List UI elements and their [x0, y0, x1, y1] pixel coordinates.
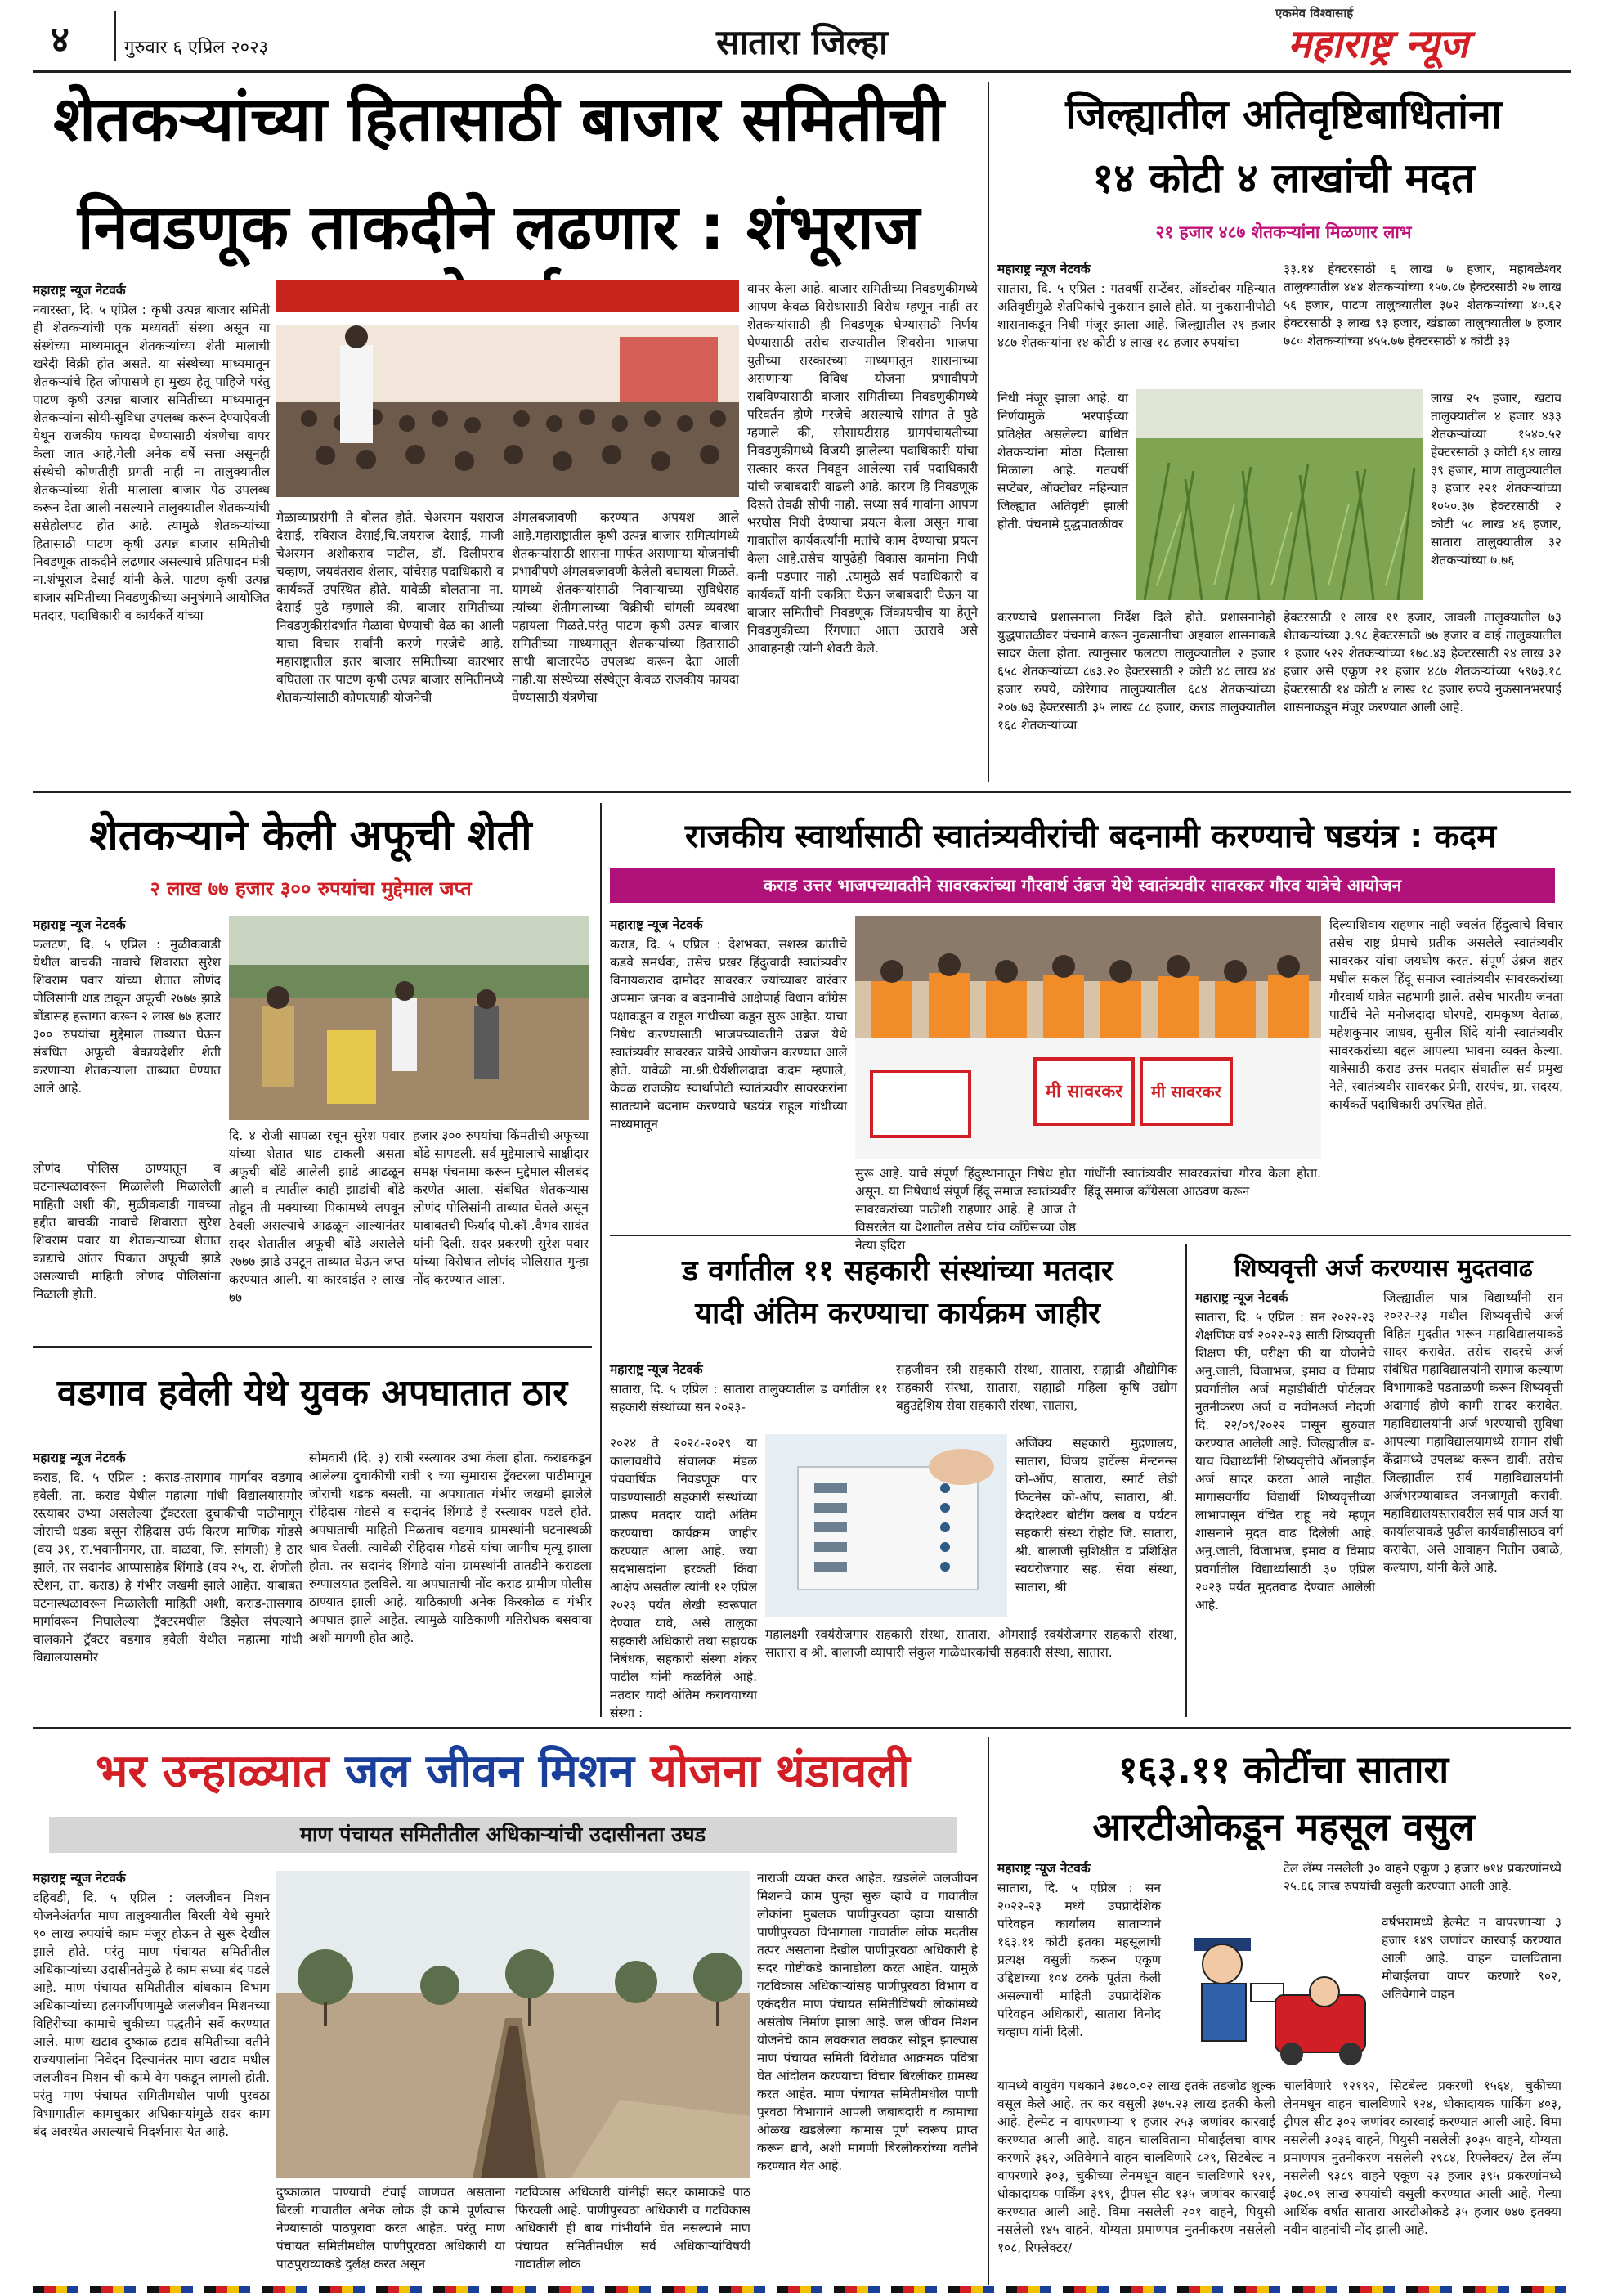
a7-col1: सातारा, दि. ५ एप्रिल : सन २०२२-२३ शैक्षणिक वर्ष २०२२-२३ साठी शिष्यवृत्ती शिक्षण फी, परीक्षा फी या योजनेचे अनु.जाती, विजाभज, इमाव व विमाप्र प्रवर्गातील अर्ज महाडीबीटी पोर्टलवर नुतनीकरण अर्ज व नवीनअर्ज नोंदणी दि. २२/०९/२०२२ पासून सुरुवात करण्यात आलेली आहे. जिल्ह्यातील ब-याच विद्यार्थ्यांनी शिष्यवृत्तीचे ऑनलाईन अर्ज सादर करता आले नाहीत. मागासवर्गीय विद्यार्थी शिष्यवृत्तीच्या लाभापासून वंचित राहू नये म्हणून शासनाने मुदत वाढ दिलेली आहे. अनु.जाती, विजाभज, इमाव व विमाप्र प्रवर्गातील विद्यार्थ्यांसाठी ३० एप्रिल २०२३ पर्यंत मुदतवाढ देण्यात आलेली आहे. — [1195, 1310, 1375, 1612]
a1-a2-divider — [988, 82, 989, 782]
a1-col2: मेळाव्याप्रसंगी ते बोलत होते. चेअरमन यशराज देसाई, रविराज देसाई,चि.जयराज देसाई, माजी चेअरमन अशोकराव पाटील, डॉ. दिलीपराव चव्हाण, जयवंतराव शेलार, यांचेसह पदाधिकारी व कार्यकर्ते उपस्थित होते. यावेळी बोलताना ना. देसाई पुढे म्हणाले की, बाजार समितीच्या निवडणुकीसंदर्भात मेळावा घेण्याची वेळ का आली याचा विचार सर्वांनी करणे गरजेचे आहे. महाराष्ट्रातील इतर बाजार समितीच्या कारभार बघितला तर पाटण कृषी उत्पन्न बाजार समितीमध्ये शेतकऱ्यांसाठी कोणत्याही योजनेची — [276, 510, 504, 705]
a9-headline-line1: १६३.११ कोटींचा सातारा — [1118, 1747, 1449, 1792]
a9-byline: महाराष्ट्र न्यूज नेटवर्क — [997, 1861, 1091, 1876]
a4-banner — [610, 868, 1555, 903]
a3-subhead: २ लाख ७७ हजार ३०० रुपयांचा मुद्देमाल जप्त — [150, 877, 472, 900]
masthead-rule — [33, 70, 1571, 73]
section-rule-1 — [33, 791, 1571, 793]
section-rule-3 — [33, 1727, 1571, 1729]
a4-col1: कराड, दि. ५ एप्रिल : देशभक्त, सशस्त्र क्रांतीचे कडवे समर्थक, तसेच प्रखर हिंदुत्वादी स्वातंत्र्यवीर विनायकराव दामोदर सावरकर ज्यांच्याबर वारंवार अपमान जनक व बदनामीचे आक्षेपार्ह विधान काँग्रेस पक्षाकडून व राहूल गांधीच्या कडून सुरू आहेत. याचा निषेध करण्यासाठी भाजपच्यावतीने उंब्रज येथे स्वातंत्र्यवीर सावरकर यात्रेचे आयोजन करण्यात आले होते. यावेळी मा.श्री.धैर्यशीलदादा कदम म्हणाले, केवळ राजकीय स्वार्थापोटी स्वातंत्र्यवीर सावरकरांना सातत्याने बदनाम करण्याचे षडयंत्र राहूल गांधीच्या माध्यमातून — [610, 937, 847, 1132]
a6-a7-divider — [1185, 1244, 1187, 1717]
a3-a4-divider — [600, 803, 602, 1717]
a7-byline: महाराष्ट्र न्यूज नेटवर्क — [1195, 1290, 1288, 1305]
a9-col2a: टेल लॅम्प नसलेली ३० वाहने एकूण ३ हजार ७१४ प्रकरणांमध्ये २५.६६ लाख रुपयांची वसुली करण्यात आली आहे. — [1284, 1861, 1561, 1894]
a6-col1a: सातारा, दि. ५ एप्रिल : सातारा तालुक्यातील ड वर्गातील ११ सहकारी संस्थांच्या सन २०२३- — [610, 1382, 888, 1415]
a1-col1: नवारस्ता, दि. ५ एप्रिल : कृषी उत्पन्न बाजार समिती ही शेतकऱ्यांची एक मध्यवर्ती संस्था असून या संस्थेच्या माध्यमातून शेतकऱ्यांच्या शेती मालाची खरेदी विक्री होत असते. या संस्थेच्या माध्यमातून शेतकऱ्यांचे हित जोपासणे हा मुख्य हेतू पाहिजे परंतु पाटण कृषी उत्पन्न बाजार समितीच्या माध्यमातून शेतकऱ्यांना सोयी-सुविधा उपलब्ध करून देण्याऐवजी येथून राजकीय फायदा घेण्यासाठी यंत्रणेचा वापर केला जात आहे.गेली अनेक वर्षे सत्ता असूनही संस्थेची कोणतीही प्रगती नाही ना तालुक्यातील शेतकऱ्यांच्या शेती मालाला बाजार पेठ उपलब्ध करून देता आली नसल्याने तालुक्यातील शेतकऱ्यांची ससेहोलपट होत आहे. त्यामुळे शेतकऱ्यांच्या हितासाठी पाटण कृषी उत्पन्न बाजार समितीची निवडणूक ताकदीने लढणार असल्याचे प्रतिपादन मंत्री ना.शंभूराज देसाई यांनी केले. पाटण कृषी उत्पन्न बाजार समितीच्या निवडणुकीच्या अनुषंगाने आयोजित मतदार, पदाधिकारी व कार्यकर्ते यांच्या — [33, 303, 270, 623]
a2-col2c: हेक्टरसाठी १ लाख ११ हजार, जावली तालुक्यातील ७३ शेतकऱ्यांच्या ३.९८ हेक्टरसाठी ७७ हजार व वाई तालुक्यातील १ हजार ५२२ शेतकऱ्यांच्या १७८.४३ हेक्टरसाठी २४ लाख ३२ हजार असे एकूण २१ हजार ४८७ शेतकऱ्यांच्या ५९७३.१८ हेक्टरसाठी १४ कोटी ४ लाख १८ हजार रुपये नुकसानभरपाई शासनाकडून मंजूर करण्यात आली आहे. — [1284, 610, 1561, 715]
a8-subhead: माण पंचायत समितीतील अधिकाऱ्यांची उदासीनता उघड — [300, 1823, 706, 1846]
a2-col2b: लाख २५ हजार, खटाव तालुक्यातील ४ हजार ४३३ शेतकऱ्यांच्या १५४०.५२ हेक्टरसाठी ३ कोटी ६४ लाख ३९ हजार, माण तालुक्यातील ३ हजार २२१ शेतकऱ्यांच्या १०५०.३७ हेक्टरसाठी २ कोटी ५८ लाख ४६ हजार, सातारा तालुक्यातील ३२ शेतकऱ्यांच्या ७.७६ — [1431, 391, 1561, 567]
a3-col1b: लोणंद पोलिस ठाण्यातून व घटनास्थळावरून मिळालेली मिळालेली माहिती अशी की, मुळीकवाडी गावच्या हद्दीत बाचकी नावाचे शिवारात सुरेश शिवराम पवार या शेतकऱ्याच्या शेतात काद्याचे आंतर पिकात अफूची झाडे असल्याची माहिती लोणंद पोलिसांना मिळाली होती. — [33, 1161, 221, 1302]
a8-headline-part2: जल जीवन मिशन — [344, 1745, 634, 1798]
a8-caption-2: गटविकास अधिकारी यांनीही सदर कामाकडे पाठ फिरवली आहे. पाणीपुरवठा अधिकारी व गटविकास अधिकारी ही बाब गांभीर्याने घेत नसल्याने माण पंचायत समितीमधील सर्व अधिकाऱ्यांविषयी गावातील लोक — [515, 2185, 750, 2271]
a8-caption-1: दुष्काळात पाण्याची टंचाई जाणवत असताना बिरली गावातील अनेक लोक ही कामे पूर्णत्वास नेण्यासाठी पाठपुरावा करत आहेत. परंतु माण पंचायत समितीमधील पाणीपुरवठा अधिकारी या पाठपुराव्याकडे दुर्लक्ष करत असून — [276, 2185, 505, 2271]
a8-subhead-bar — [49, 1817, 957, 1853]
page-number: ४ — [51, 19, 69, 61]
a4-headline: राजकीय स्वार्थासाठी स्वातंत्र्यवीरांची बदनामी करण्याचे षडयंत्र : कदम — [684, 818, 1497, 855]
a4-placard-2: मी सावरकर — [1151, 1082, 1221, 1101]
a5-col1: कराड, दि. ५ एप्रिल : कराड-तासगाव मार्गावर वडगाव हवेली, ता. कराड येथील महात्मा गांधी विद्यालयासमोर रस्त्याबर उभ्या असलेल्या ट्रॅक्टरला दुचाकीची पाठीमागून जोराची धडक बसून रोहिदास उर्फ किरण माणिक गोडसे (वय ३१, रा.भवानीनगर, ता. वाळवा, जि. सांगली) हे ठार झाले, तर सदानंद आप्पासाहेब शिंगाडे (वय २५, रा. शेणोली स्टेशन, ता. कराड) हे गंभीर जखमी झाले आहेत. याबाबत घटनास्थळावरून मिळालेली माहिती अशी, कराड-तासगाव मार्गावरून निघालेल्या ट्रॅक्टरमधील डिझेल संपल्याने चालकाने ट्रॅक्टर वडगाव हवेली येथील महात्मा गांधी विद्यालयासमोर — [33, 1470, 302, 1665]
a4-col2: सुरू आहे. याचे संपूर्ण हिंदुस्थानातून निषेध होत असून. या निषेधार्थ संपूर्ण हिंदू समाज स्वातंत्र्यवीर सावरकरांच्या पाठीशी राहणार आहे. हे आज ते विसरलेत या देशातील तसेच यांच काँग्रेसच्या जेष्ठ नेत्या इंदिरा — [855, 1166, 1076, 1253]
a3-col3: हजार ३०० रुपयांचा किंमतीची अफूच्या बोंडे सापडली. सर्व मुद्देमालाचे साक्षीदार समक्ष पंचनामा करून मुद्देमाल सीलबंद करणेत आला. संबंधित शेतकऱ्यास लोणंद पोलिसांनी ताब्यात घेतले असून याबाबतची फिर्याद पो.कॉ .वैभव सावंत यांनी दिली. सदर प्रकरणी सुरेश पवार यांच्या विरोधात लोणंद पोलिसात गुन्हा नोंद करण्यात आला. — [413, 1128, 589, 1287]
a4-photo-rally — [855, 916, 1321, 1159]
a7-col2: जिल्ह्यातील पात्र विद्यार्थ्यांनी सन २०२२-२३ मधील शिष्यवृत्तीचे अर्ज विहित मुदतीत भरून महाविद्यालयाकडे सादर करावेत. तसेच सदरचे अर्ज संबंधित महाविद्यालयांनी समाज कल्याण विभागाकडे पडताळणी करून शिष्यवृत्ती अदागाई होणे कामी सादर करावेत. महाविद्यालयांनी अर्ज भरण्याची सुविधा आपल्या महाविद्यालयामध्ये समान संधी केंद्रामध्ये उपलब्ध करून द्यावी. तसेच जिल्ह्यातील सर्व महाविद्यालयांनी अर्जभरण्याबाबत जनजागृती करावी. महाविद्यालयस्तरावरील सर्व पात्र अर्ज या कार्यालयाकडे पुढील कार्यवाहीसाठव वर्ग करावेत, असे आवाहन नितीन उबाळे, कल्याण, यांनी केले आहे. — [1383, 1290, 1563, 1575]
a6-byline: महाराष्ट्र न्यूज नेटवर्क — [610, 1362, 703, 1377]
a9-col1a: सातारा, दि. ५ एप्रिल : सन २०२२-२३ मध्ये उपप्रादेशिक परिवहन कार्यालय साताऱ्याने १६३.११ कोटी इतका महसूलाची प्रत्यक्ष वसुली करून एकूण उद्दिष्टाच्या १०४ टक्के पूर्तता केली असल्याची माहिती उपप्रादेशिक परिवहन अधिकारी, सातारा विनोद चव्हाण यांनी दिली. — [997, 1881, 1161, 2039]
paper-logo: महाराष्ट्र न्यूज — [1288, 21, 1469, 67]
a8-a9-divider — [988, 1737, 989, 2285]
a5-col2: सोमवारी (दि. ३) रात्री रस्त्यावर उभा केला होता. कराडकडून आलेल्या दुचाकीची रात्री ९ च्या सुमारास ट्रॅक्टरला पाठीमागून जोराची धडक बसली. या अपघातात गंभीर जखमी झालेले रोहिदास गोडसे व सदानंद शिंगाडे हे रस्त्यावर पडले होते. अपघाताची माहिती मिळताच वडगाव ग्रामस्थांनी घटनास्थळी धाव घेतली. त्यावेळी रोहिदास गोडसे यांचा जागीच मृत्यू झाला होता. तर सदानंद शिंगाडे यांना ग्रामस्थांनी तातडीने कराडला रुग्णालयात हलविले. या अपघाताची नोंद कराड ग्रामीण पोलीस ठाण्यात झाली आहे. याठिकाणी अनेक किरकोळ व गंभीर अपघात झाले आहेत. त्यामुळे याठिकाणी गतिरोधक बसवावा अशी मागणी होत आहे. — [309, 1451, 592, 1645]
issue-date: गुरुवार ६ एप्रिल २०२३ — [124, 38, 268, 58]
print-registration-strip — [33, 2286, 1571, 2293]
a8-photo-trench — [276, 1871, 750, 2178]
a6-col2c: महालक्ष्मी स्वयंरोजगार सहकारी संस्था, सातारा, ओमसाई स्वयंरोजगार सहकारी संस्था, सातारा व श्री. बालाजी व्यापारी संकुल गाळेधारकांची सहकारी संस्था, सातारा. — [765, 1627, 1177, 1660]
a4-banner-text: कराड उत्तर भाजपच्यावतीने सावरकरांच्या गौरवार्थ उंब्रज येथे स्वातंत्र्यवीर सावरकर गौरव यात्रेचे आयोजन — [763, 876, 1402, 895]
a4-col4: दिल्याशिवाय राहणार नाही ज्वलंत हिंदुत्वाचे विचार तसेच राष्ट्र प्रेमाचे प्रतीक असलेले स्वातंत्र्यवीर सावरकर यांचा जयघोष करत. संपूर्ण उंब्रज शहर मधील सकल हिंदू समाज स्वातंत्र्यवीर सावरकरांच्या गौरवार्थ यात्रेत सहभागी झाले. तसेच भारतीय जनता पार्टीचे नेते मनोजदादा घोरपडे, रामकृष्ण वेताळ, महेशकुमार जाधव, सुनील शिंदे यांनी स्वातंत्र्यवीर सावरकरांच्या बद्दल आपल्या भावना व्यक्त केल्या. यात्रेसाठी कराड उत्तर मतदार संघातील सर्व प्रमुख नेते, स्वातंत्र्यवीर सावरकर प्रेमी, सरपंच, ग्रा. सदस्य, कार्यकर्ते पदाधिकारी उपस्थित होते. — [1329, 917, 1563, 1112]
a9-col2b: वर्षभरामध्ये हेल्मेट न वापरणाऱ्या ३ हजार १४९ जणांवर कारवाई करण्यात आली आहे. वाहन चालविताना मोबाईलचा वापर करणारे ९०२, अतिवेगाने वाहन — [1382, 1915, 1561, 2002]
a8-headline-part3: योजना थंडावली — [650, 1745, 910, 1798]
a3-photo-raid — [229, 916, 589, 1120]
a1-headline-line1: शेतकऱ्यांच्या हितासाठी बाजार समितीची — [53, 83, 944, 155]
a6-col1b: २०२४ ते २०२८-२०२९ या कालावधीचे संचालक मंडळ पंचवार्षिक निवडणूक पार पाडण्यासाठी सहकारी संस्थांच्या प्रारूप मतदार यादी अंतिम करण्याचा कार्यक्रम जाहीर करण्यात आला आहे. ज्या सदभासदांना हरकती किंवा आक्षेप असतील त्यांनी १२ एप्रिल २०२३ पर्यंत लेखी स्वरूपात देण्यात यावे, असे तालुका सहकारी अधिकारी तथा सहायक निबंधक, सहकारी संस्था शंकर पाटील यांनी कळविले आहे. मतदार यादी अंतिम करावयाच्या संस्था : — [610, 1436, 757, 1720]
a4-byline: महाराष्ट्र न्यूज नेटवर्क — [610, 917, 703, 932]
a2-subhead: २१ हजार ४८७ शेतकऱ्यांना मिळणार लाभ — [1155, 222, 1412, 242]
a6-headline-line1: ड वर्गातील ११ सहकारी संस्थांच्या मतदार — [682, 1254, 1113, 1288]
a2-col1c: करण्याचे प्रशासनाला निर्देश दिले होते. प्रशासनानेही युद्धपातळीवर पंचनामे करून नुकसानीचा अहवाल शासनाकडे सादर केला होता. त्यानुसार फलटण तालुक्यातील २ हजार ६५८ शेतकऱ्यांच्या ८७३.२० हेक्टरसाठी २ कोटी ४८ लाख ४४ हजार रुपये, कोरेगाव तालुक्यातील ६८४ शेतकऱ्यांच्या २०७.७३ हेक्टरसाठी ३५ लाख ८८ हजार, कराड तालुक्यातील १६८ शेतकऱ्यांच्या — [997, 610, 1275, 733]
a9-headline-line2: आरटीओकडून महसूल वसुल — [1092, 1805, 1475, 1849]
a2-col1b: निधी मंजूर झाला आहे. या निर्णयामुळे भरपाईच्या प्रतिक्षेत असलेल्या बाधित शेतकऱ्यांना मोठा दिलासा मिळाला आहे. गतवर्षी सप्टेंबर, ऑक्टोबर महिन्यात जिल्ह्यात अतिवृष्टी झाली होती. पंचनामे युद्धपातळीवर — [997, 391, 1128, 531]
a6-col2a: सहजीवन स्त्री सहकारी संस्था, सातारा, सह्याद्री औद्योगिक सहकारी संस्था, सातारा, सह्याद्री महिला कृषि उद्योग बहुउद्देशिय सेवा सहकारी संस्था, सातारा, — [896, 1362, 1177, 1413]
a8-headline-part1: भर उन्हाळ्यात — [96, 1745, 329, 1798]
a3-byline: महाराष्ट्र न्यूज नेटवर्क — [33, 917, 126, 932]
a4-col3: गांधींनी स्वातंत्र्यवीर सावरकरांचा गौरव केला होता. हिंदू समाज काँग्रेसला आठवण करून — [1084, 1166, 1321, 1199]
a6-headline-line2: यादी अंतिम करण्याचा कार्यक्रम जाहीर — [695, 1297, 1100, 1330]
a8-col2: नाराजी व्यक्त करत आहेत. खडलेले जलजीवन मिशनचे काम पुन्हा सुरू व्हावे व गावातील लोकांना मुबलक पाणीपुरवठा व्हावा यासाठी पाणीपुरवठा विभागाला गावातील लोक मदतीस तत्पर असताना देखील पाणीपुरवठा अधिकारी हे सदर गोष्टीकडे कानाडोळा करत आहेत. यामुळे गटविकास अधिकाऱ्यांसह पाणीपुरवठा विभाग व एकंदरीत माण पंचायत समितीविषयी लोकांमध्ये असंतोष निर्माण झाला आहे. जल जीवन मिशन योजनेचे काम लवकरात लवकर सोडून झाल्यास माण पंचायत समिती विरोधात आक्रमक पवित्रा घेत आंदोलन करण्याचा विचार बिरलीकर ग्रामस्थ करत आहेत. माण पंचायत समितीमधील पाणी पुरवठा विभागाने आपली जबाबदारी व कामाचा ओळख खडलेल्या कामास पूर्ण स्वरूप प्राप्त करून द्यावे, अशी मागणी बिरलीकरांच्या वतीने करण्यात येत आहे. — [757, 1871, 978, 2173]
section-title: सातारा जिल्हा — [715, 22, 889, 62]
a3-col2: दि. ४ रोजी सापळा रचून सुरेश पवार यांच्या शेतात धाड टाकली असता अफूची बोंडे आलेली झाडे आढळून आली व त्यातील काही झाडांची बोंडे तोडून ती मक्याच्या पिकामध्ये लपवून ठेवली असल्याचे आढळून आल्यानंतर सदर शेतातील अफूची बोंडे असलेले २७७७ झाडे उपटून ताब्यात घेऊन जप्त करण्यात आली. या कारवाईत २ लाख ७७ — [229, 1128, 405, 1305]
a2-photo-crops — [1136, 389, 1423, 600]
a1-byline: महाराष्ट्र न्यूज नेटवर्क — [33, 283, 126, 298]
a4-placard-1: मी सावरकर — [1045, 1082, 1123, 1102]
a3-headline: शेतकऱ्याने केली अफूची शेती — [89, 811, 532, 860]
a9-illustration-police — [1169, 1913, 1373, 2069]
a5-byline: महाराष्ट्र न्यूज नेटवर्क — [33, 1451, 126, 1465]
a8-headline — [33, 1743, 973, 1800]
a6-col2b: अजिंक्य सहकारी मुद्रणालय, सातारा, विजय हार्टेल्स मेन्टनन्स को-ऑप, सातारा, स्मार्ट लेडी फिटनेस को-ऑप, सातारा, श्री. केदारेश्वर बोटींग क्लब व पर्यटन सहकारी संस्था रोहोट जि. सातारा, श्री. बालाजी सुशिक्षीत व प्रशिक्षित स्वयंरोजगार सह. सेवा संस्था, सातारा, श्री — [1015, 1436, 1177, 1594]
a1-headline-line2: निवडणूक ताकदीने लढणार : शंभूराज — [77, 191, 921, 263]
a9-col1b: यामध्ये वायुवेग पथकाने ३७८०.०२ लाख इतके तडजोड शुल्क वसूल केले आहे. तर कर वसुली ३७५.२३ लाख इतकी केली आहे. हेल्मेट न वापरणाऱ्या १ हजार २५३ जणांवर कारवाई करण्यात आली आहे. वाहन चालविताना मोबाईलचा वापर करणारे ३६२, अतिवेगाने वाहन चालविणारे ८२९, सिटबेल्ट न वापरणारे ३०३, चुकीच्या लेनमधून वाहन चालविणारे १२१, धोकादायक पार्किंग ३९१, ट्रीपल सीट १३५ जणांवर कारवाई करण्यात आली आहे. विमा नसलेली २०१ वाहने, पियुसी नसलेली १४५ वाहने, योग्यता प्रमाणपत्र नुतनीकरण नसलेली १०८, रिफ्लेक्टर/ — [997, 2079, 1275, 2255]
a2-headline-line2: १४ कोटी ४ लाखांची मदत — [1092, 155, 1475, 202]
tagline: एकमेव विश्वासार्ह — [1275, 6, 1354, 20]
a1-photo-meeting — [276, 280, 739, 497]
section-rule-2 — [610, 1235, 1571, 1236]
a2-col2a: ३३.१४ हेक्टरसाठी ६ लाख ७ हजार, महाबळेश्वर तालुक्यातील ४४४ शेतकऱ्यांच्या १५७.८७ हेक्टरसाठी २७ लाख ५६ हजार, पाटण तालुक्यातील ३७२ शेतकऱ्यांच्या ४०.६२ हेक्टरसाठी ३ लाख ९३ हजार, खंडाळा तालुक्यातील ७ हजार ७८० शेतकऱ्यांच्या ४५५.७७ हेक्टरसाठी ४ कोटी ३३ — [1284, 262, 1561, 348]
a3-col1a: फलटण, दि. ५ एप्रिल : मुळीकवाडी येथील बाचकी नावाचे शिवारात सुरेश शिवराम पवार यांच्या शेतात लोणंद पोलिसांनी धाड टाकून अफूची २७७७ झाडे बोंडासह हस्तगत करून २ लाख ७७ हजार ३०० रुपयांचा मुद्देमाल ताब्यात घेऊन संबंधित अफूची बेकायदेशीर शेती करणाऱ्या शेतकऱ्याला ताब्यात घेण्यात आले आहे. — [33, 937, 221, 1096]
a1-col4: वापर केला आहे. बाजार समितीच्या निवडणुकीमध्ये आपण केवळ विरोधासाठी विरोध म्हणून नाही तर शेतकऱ्यांसाठी ही निवडणूक घेण्यासाठी निर्णय घेण्यासाठी तसेच राज्यातील शिवसेना भाजपा युतीच्या सरकारच्या माध्यमातून शासनाच्या असणाऱ्या विविध योजना प्रभावीपणे राबविण्यासाठी बाजार समितीच्या निवडणुकीमध्ये परिवर्तन होणे गरजेचे असल्याचे सांगत ते पुढे म्हणाले की, सोसायटीसह ग्रामपंचायतीच्या निवडणुकीमध्ये विजयी झालेल्या पदाधिकारी यांचा सत्कार करत निवडून आलेल्या सर्व पदाधिकारी यांची जबाबदारी वाढली आहे. कारण हि निवडणूक दिसते तेवढी सोपी नाही. सध्या सर्व गावांना आपण भरघोस निधी देण्याचा प्रयत्न केला असून गावा गावातील कार्यकर्त्यांनी मतांचे काम देण्याचा प्रयत्न केला आहे.तसेच यापुढेही विकास कामांना निधी कमी पडणार नाही .त्यामुळे सर्व पदाधिकारी व कार्यकर्ते यांनी एकत्रित येऊन जबाबदारी घेऊन या बाजार समितीची निवडणूक जिंकायचीच या हेतूने निवडणुकीच्या रिंगणात आता उतरावे असे आवाहनही त्यांनी शेवटी केले. — [747, 281, 978, 656]
a8-col1: दहिवडी, दि. ५ एप्रिल : जलजीवन मिशन योजनेअंतर्गत माण तालुक्यातील बिरली येथे सुमारे ९० लाख रुपयांचे काम मंजूर होऊन ते सुरू देखील झाले होते. परंतु माण पंचायत समितीतील अधिकाऱ्यांच्या उदासीनतेमुळे हे काम सध्या बंद पडले आहे. माण पंचायत समितीतील बांधकाम विभाग अधिकाऱ्यांच्या हलगर्जीपणामुळे जलजीवन मिशनच्या विहिरीच्या कामाचे चुकीच्या पद्धतीने सर्वे करण्यात आले. माण खटाव दुष्काळ हटाव समितीच्या वतीने राज्यपालांना निवेदन दिल्यानंतर माण खटाव मधील जलजीवन मिशन ची कामे वेग पकडून लागली होती. परंतु माण पंचायत समितीमधील पाणी पुरवठा विभागातील कामचुकार अधिकाऱ्यांमुळे सदर काम बंद अवस्थेत असल्याचे निदर्शनास येत आहे. — [33, 1890, 270, 2139]
a2-headline-line1: जिल्ह्यातील अतिवृष्टिबाधितांना — [1065, 91, 1502, 138]
a9-col2c: चालविणारे १२१९२, सिटबेल्ट प्रकरणी १५६४, चुकीच्या लेनमधून वाहन चालविणारे १२४, धोकादायक पार्किंग ४०३, ट्रीपल सीट ३०२ जणांवर कारवाई करण्यात आली आहे. विमा नसलेली ३०३६ वाहने, पियुसी नसलेली ३०३५ वाहने, योग्यता प्रमाणपत्र नुतनीकरण नसलेली २९८४, रिफ्लेक्टर/ टेल लॅम्प नसलेली ९३८९ वाहने एकूण २३ हजार ३९५ प्रकरणांमध्ये ३७८.०१ लाख रुपयांची वसुली करण्यात आली आहे. गेल्या आर्थिक वर्षात सातारा आरटीओकडे ३५ हजार ७४७ इतक्या नवीन वाहनांची नोंद झाली आहे. — [1284, 2079, 1561, 2237]
a2-byline: महाराष्ट्र न्यूज नेटवर्क — [997, 262, 1091, 276]
a8-byline: महाराष्ट्र न्यूज नेटवर्क — [33, 1871, 126, 1886]
a7-headline: शिष्यवृत्ती अर्ज करण्यास मुदतवाढ — [1234, 1254, 1533, 1283]
a5-headline: वडगाव हवेली येथे युवक अपघातात ठार — [56, 1372, 568, 1414]
a2-col1a: सातारा, दि. ५ एप्रिल : गतवर्षी सप्टेंबर, ऑक्टोबर महिन्यात अतिवृष्टीमुळे शेतपिकांचे नुकसान झाले होते. या नुकसानीपोटी शासनाकडून निधी मंजूर झाला आहे. जिल्ह्यातील २१ हजार ४८७ शेतकऱ्यांना १४ कोटी ४ लाख १८ हजार रुपयांचा — [997, 281, 1275, 350]
a3-a5-rule — [33, 1346, 592, 1348]
a6-photo-voting — [765, 1434, 1007, 1617]
a1-col3: अंमलबजावणी करण्यात अपयश आले आहे.महाराष्ट्रातील कृषी उत्पन्न बाजार समित्यांमध्ये शेतकऱ्यांसाठी शासना मार्फत असणाऱ्या योजनांची प्रभावीपणे अंमलबजावणी केलेली बघायला मिळते. यामध्ये शेतकऱ्यांसाठी निवाऱ्याच्या सुविधेसह त्यांच्या शेतीमालाच्या विक्रीची चांगली व्यवस्था पहायला मिळते.परंतु पाटण कृषी उत्पन्न बाजार समितीच्या माध्यमातून शेतकऱ्यांच्या हितासाठी साधी बाजारपेठ उपलब्ध करून देता आली नाही.या संस्थेच्या संस्थेतून केवळ राजकीय फायदा घेण्यासाठी यंत्रणेचा — [512, 510, 739, 705]
